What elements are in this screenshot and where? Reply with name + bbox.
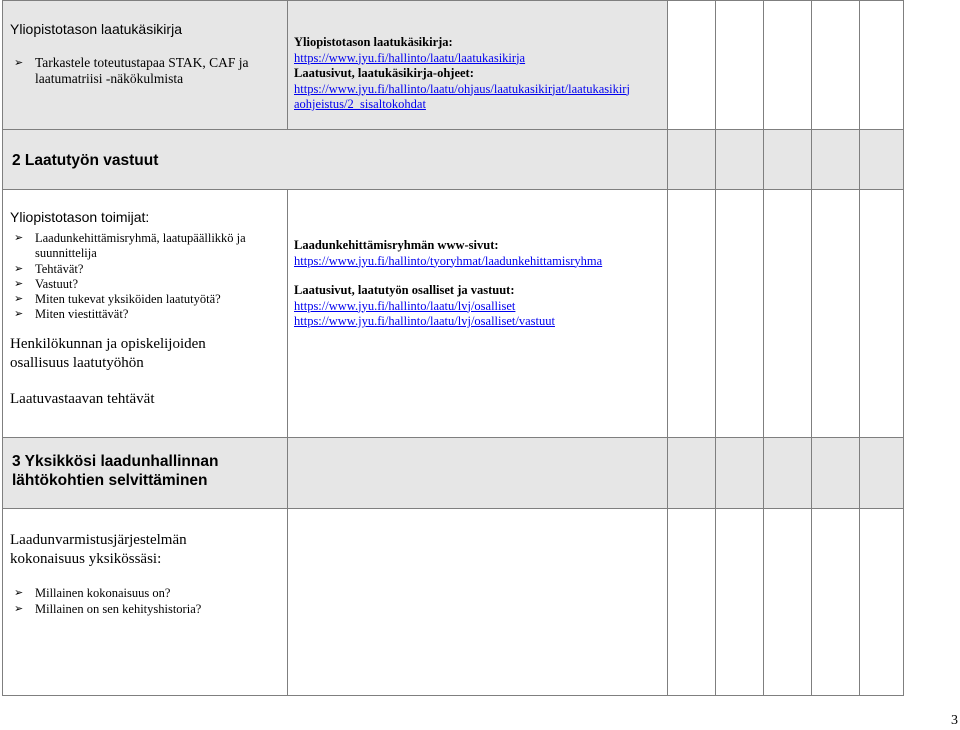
rating-cell[interactable] bbox=[764, 509, 812, 696]
rating-header-cell bbox=[668, 130, 716, 190]
rating-header-cell bbox=[764, 438, 812, 509]
row-section-3 bbox=[3, 438, 904, 509]
rating-cell[interactable] bbox=[716, 190, 764, 438]
bullet-text: Millainen on sen kehityshistoria? bbox=[35, 601, 202, 616]
bullet-text: Millainen kokonaisuus on? bbox=[35, 586, 171, 600]
rating-header-cell bbox=[812, 438, 860, 509]
empty-gray-cell bbox=[288, 438, 668, 509]
rating-cell[interactable] bbox=[860, 1, 904, 130]
section-heading: 3 Yksikkösi laadunhallinnan bbox=[12, 453, 219, 470]
quality-manual-title: Yliopistotason laatukäsikirja bbox=[10, 21, 182, 37]
rating-cell[interactable] bbox=[812, 1, 860, 130]
bullet-item bbox=[10, 307, 281, 322]
rating-cell[interactable] bbox=[764, 1, 812, 130]
cell-section-3-heading bbox=[3, 438, 288, 509]
cell-quality-system-topic bbox=[3, 509, 288, 696]
rating-cell[interactable] bbox=[716, 509, 764, 696]
rating-header-cell bbox=[716, 438, 764, 509]
rating-header-cell bbox=[860, 130, 904, 190]
bullet-item bbox=[10, 262, 281, 277]
cell-quality-manual-topic bbox=[3, 1, 288, 130]
bullet-item bbox=[10, 55, 281, 87]
arrow-bullet-icon: ➢ bbox=[14, 262, 24, 275]
participation-label-cont: osallisuus laatutyöhön bbox=[10, 354, 144, 371]
bullet-text: Laadunkehittämisryhmä, laatupäällikkö ja suunnittelija bbox=[35, 231, 246, 261]
quality-manual-link[interactable]: https://www.jyu.fi/hallinto/laatu/laatukasikirja bbox=[294, 50, 526, 65]
bullet-text: Miten viestittävät? bbox=[35, 307, 129, 322]
cell-responsibilities-links bbox=[288, 190, 668, 438]
quality-officer-tasks-label: Laatuvastaavan tehtävät bbox=[10, 390, 155, 407]
rating-header-cell bbox=[668, 438, 716, 509]
bullet-item bbox=[10, 231, 281, 262]
rating-cell[interactable] bbox=[716, 1, 764, 130]
bullet-text: Tehtävät? bbox=[35, 261, 84, 276]
quality-system-label-cont: kokonaisuus yksikössäsi: bbox=[10, 551, 162, 567]
bullet-text: Tarkastele toteutustapaa STAK, CAF ja laatumatriisi -näkökulmista bbox=[35, 55, 249, 86]
empty-cell[interactable] bbox=[288, 509, 668, 696]
link-label: Laatusivut, laatukäsikirja-ohjeet: bbox=[294, 66, 474, 80]
link-label: Laadunkehittämisryhmän www-sivut: bbox=[294, 238, 499, 252]
bullet-text: Vastuut? bbox=[35, 276, 79, 291]
section-heading: 2 Laatutyön vastuut bbox=[12, 152, 159, 169]
rating-cell[interactable] bbox=[812, 190, 860, 438]
row-section-2 bbox=[3, 130, 904, 190]
arrow-bullet-icon: ➢ bbox=[14, 57, 24, 69]
cell-section-2-heading bbox=[3, 130, 668, 190]
quality-instructions-link-cont[interactable]: aohjeistus/2_sisaltokohdat bbox=[294, 97, 426, 111]
development-group-link[interactable]: https://www.jyu.fi/hallinto/tyoryhmat/laadunkehittamisryhma bbox=[294, 253, 603, 268]
cell-quality-manual-links bbox=[288, 1, 668, 130]
rating-cell[interactable] bbox=[668, 1, 716, 130]
bullet-item bbox=[10, 292, 281, 307]
arrow-bullet-icon: ➢ bbox=[14, 587, 24, 599]
bullet-item bbox=[10, 277, 281, 292]
arrow-bullet-icon: ➢ bbox=[14, 293, 24, 306]
arrow-bullet-icon: ➢ bbox=[14, 602, 24, 615]
rating-cell[interactable] bbox=[860, 190, 904, 438]
rating-header-cell bbox=[716, 130, 764, 190]
university-actors-label: Yliopistotason toimijat: bbox=[10, 209, 150, 225]
arrow-bullet-icon: ➢ bbox=[14, 277, 24, 290]
arrow-bullet-icon: ➢ bbox=[14, 308, 24, 321]
participation-label: Henkilökunnan ja opiskelijoiden bbox=[10, 335, 206, 352]
responsibilities-link[interactable]: https://www.jyu.fi/hallinto/laatu/lvj/osalliset/vastuut bbox=[294, 314, 555, 328]
row-quality-manual bbox=[3, 1, 904, 130]
bullet-item bbox=[10, 602, 281, 618]
page-number: 3 bbox=[951, 713, 958, 728]
rating-header-cell bbox=[764, 130, 812, 190]
rating-cell[interactable] bbox=[860, 509, 904, 696]
rating-header-cell bbox=[860, 438, 904, 509]
bullet-text: Miten tukevat yksiköiden laatutyötä? bbox=[35, 292, 221, 307]
rating-cell[interactable] bbox=[668, 190, 716, 438]
link-label: Yliopistotason laatukäsikirja: bbox=[294, 35, 453, 49]
stakeholders-link[interactable]: https://www.jyu.fi/hallinto/laatu/lvj/osalliset bbox=[294, 298, 516, 313]
row-responsibilities bbox=[3, 190, 904, 438]
rating-cell[interactable] bbox=[764, 190, 812, 438]
quality-instructions-link[interactable]: https://www.jyu.fi/hallinto/laatu/ohjaus/laatukasikirjat/laatukasikirj bbox=[294, 81, 630, 96]
rating-cell[interactable] bbox=[812, 509, 860, 696]
cell-responsibilities-topic bbox=[3, 190, 288, 438]
rating-header-cell bbox=[812, 130, 860, 190]
rating-cell[interactable] bbox=[668, 509, 716, 696]
quality-system-label: Laadunvarmistusjärjestelmän bbox=[10, 532, 187, 548]
link-label: Laatusivut, laatutyön osalliset ja vastuut: bbox=[294, 283, 515, 297]
arrow-bullet-icon: ➢ bbox=[14, 232, 24, 244]
bullet-item bbox=[10, 586, 281, 602]
section-heading-cont: lähtökohtien selvittäminen bbox=[12, 472, 208, 489]
row-quality-system bbox=[3, 509, 904, 696]
quality-table bbox=[2, 0, 904, 696]
